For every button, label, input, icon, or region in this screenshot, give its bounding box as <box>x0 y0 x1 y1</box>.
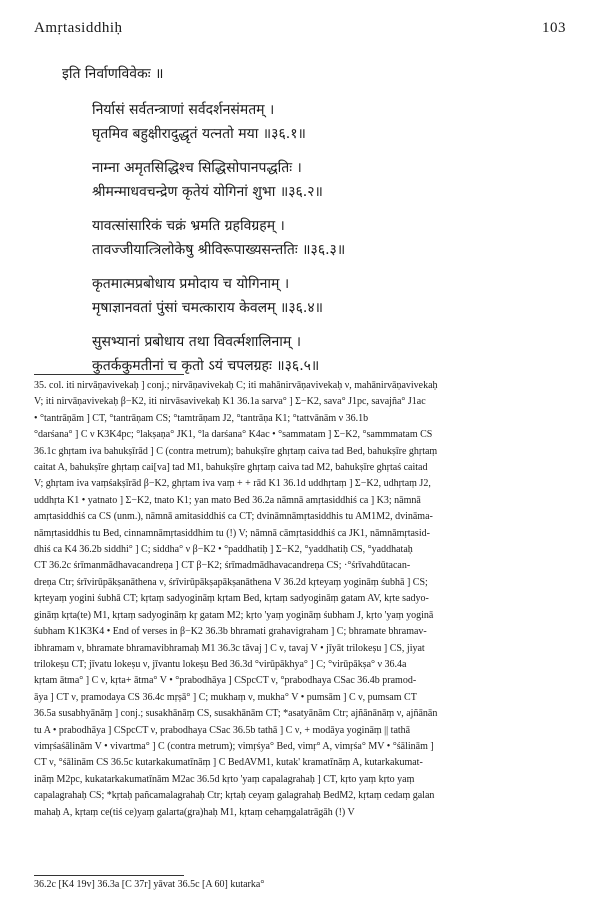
verse-line: यावत्सांसारिकं चक्रं भ्रमति ग्रहविग्रहम् । <box>92 218 285 234</box>
apparatus-line: dhiś ca K4 36.2b siddhi° ] C; siddha° ν β−K2 • °paddhatiḥ ] Σ−K2, °yaddhatiḥ CS, °yaddhataḥ <box>34 544 413 556</box>
apparatus-line: V; ghṛtam iva vaṃśakṣīrād β−K2, ghṛtam iva vaṃ + + rād K1 36.1d uddhṛtaṃ ] Σ−K2, udhṛtaṃ J2, <box>34 478 431 490</box>
apparatus-line: 36.5a susabhyānāṃ ] conj.; susakhānāṃ CS, susakhānām CT; *asatyānām Ctr; ajñānānāṃ ν, ajñānān <box>34 708 438 720</box>
apparatus-line: trilokeṣu CT; jīvatu lokeṣu ν, jīvantu lokeṣu Bed 36.3d °virūpākhya° ] C; °virūpākṣa° ν 36.4a <box>34 658 407 670</box>
page-number: 103 <box>542 20 566 36</box>
stanza-36-3 <box>92 214 562 262</box>
verse-line: तावज्जीयात्त्रिलोकेषु श्रीविरूपाख्यसन्ततिः ॥३६.३॥ <box>92 242 346 258</box>
apparatus-line: śubham K1K3K4 • End of verses in β−K2 36.3b bhramati grahavigraham ] C; bhramate bhramav- <box>34 626 427 638</box>
apparatus-line: mahaḥ A, kṛtaṃ ce(tiś ce)yaṃ galarta(gra)haḥ M1, kṛtaṃ cehaṃgalatrāgāh (!) V <box>34 806 355 818</box>
apparatus-line: 35. col. iti nirvāṇavivekaḥ ] conj.; nirvāṇavivekaḥ C; iti mahānirvāṇavivekaḥ ν, mahānirvāṇavivekaḥ <box>34 380 438 391</box>
critical-apparatus <box>34 378 574 821</box>
apparatus-line: caitat A, bahukṣīre ghṛtaṃ cai[va] tad M1, bahukṣīre ghṛtaṃ caiva tad M2, bahukṣīre ghṛtaś caitad <box>34 462 428 474</box>
stanza-36-2 <box>92 156 562 204</box>
stanza-36-5 <box>92 330 562 378</box>
verse-line: निर्यासं सर्वतन्त्राणां सर्वदर्शनसंमतम् । <box>92 102 275 118</box>
apparatus-line: • °tantrāṇām ] CT, °tantrāṇam CS; °tamtrāṇam J2, °tantrāṇa K1; °tattvānām ν 36.1b <box>34 412 369 424</box>
verse-line: घृतमिव बहुक्षीरादुद्धृतं यत्नतो मया ॥३६.१॥ <box>92 126 306 142</box>
stanza-36-1 <box>92 98 562 146</box>
apparatus-line: ināṃ M2pc, kukatarkakumatīnām M2ac 36.5d kṛto 'yaṃ capalagrahaḥ ] CT, kṛto yaṃ kṛto yaṃ <box>34 773 415 785</box>
apparatus-line: °darśana° ] C ν K3K4pc; °lakṣaṇa° JK1, °la darśana° K4ac • °sammatam ] Σ−K2, °sammmatam CS <box>34 429 433 441</box>
colophon: इति निर्वाणविवेकः ॥ <box>62 66 164 82</box>
verse-line: कृतमात्मप्रबोधाय प्रमोदाय च योगिनाम् । <box>92 276 290 292</box>
apparatus-line: CT ν, °śālinām CS 36.5c kutarkakumatīnāṃ ] C BedAVM1, kutak' kramatīnāṃ A, kutarkakumat- <box>34 757 423 769</box>
apparatus-line: tu A • prabodhāya ] CSpcCT ν, prabodhaya CSac 36.5b tathā ] C ν, + modāya yogināṃ || tathā <box>34 724 411 736</box>
apparatus-line: nāmṛtasiddhis tu Bed, cinnamnāmṛtasiddhim tu (!) V; nāmnā cāmṛtasiddhiś ca JK1, nāmnāmṛtasid- <box>34 527 430 539</box>
testimonia-line: 36.2c [K4 19v] 36.3a [C 37r] yāvat 36.5c [A 60] kutarka° <box>34 879 265 890</box>
verse-block <box>62 62 562 388</box>
apparatus-line: capalagrahaḥ CS; *kṛtaḥ pañcamalagrahaḥ Ctr; kṛtaḥ ceyaṃ galagrahaḥ BedM2, kṛtaṃ cedaṃ galan <box>34 790 435 802</box>
running-title: Amṛtasiddhiḥ <box>34 20 123 36</box>
verse-line: श्रीमन्माधवचन्द्रेण कृतेयं योगिनां शुभा ॥३६.२॥ <box>92 184 323 200</box>
apparatus-line: gināṃ kṛta(te) M1, kṛtaṃ sadyogināṃ kṛ gatam M2; kṛto 'yaṃ yogināṃ śubham J, kṛto 'yaṃ yoginā <box>34 609 434 621</box>
apparatus-line: V; iti nirvāṇavivekaḥ β−K2, iti nirvāsavivekaḥ K1 36.1a sarva° ] Σ−K2, sava° J1pc, savajña° J1ac <box>34 396 426 408</box>
apparatus-divider <box>34 374 184 375</box>
apparatus-line: vimṛśaśālinām V • vivartma° ] C (contra metrum); vimṛśya° Bed, vimṛ° A, vimṛśa° MV • °śālinām ] <box>34 740 434 752</box>
testimonia-divider <box>34 875 184 876</box>
apparatus-line: kṛteyaṃ yogini śubhā CT; kṛtaṃ sadyogināṃ kṛtam Bed, kṛtaṃ sadyogināṃ gatam AV, kṛte sadyo- <box>34 593 429 605</box>
apparatus-line: uddhṛta K1 • yatnato ] Σ−K2, tnato K1; yan mato Bed 36.2a nāmnā amṛtasiddhiś ca ] K3; nāmnā <box>34 494 421 506</box>
verse-line: सुसभ्यानां प्रबोधाय तथा विवर्त्मशालिनाम् । <box>92 334 302 350</box>
stanza-36-4 <box>92 272 562 320</box>
verse-line: नाम्ना अमृतसिद्धिश्च सिद्धिसोपानपद्धतिः । <box>92 160 302 176</box>
apparatus-line: 36.1c ghṛtam iva bahukṣīrād ] C (contra metrum); bahukṣīre ghṛtaṃ caiva tad Bed, bahukṣīre ghṛtaṃ <box>34 445 438 457</box>
verse-line: मृषाज्ञानवतां पुंसां चमत्काराय केवलम् ॥३६.४॥ <box>92 300 324 316</box>
verse-line: कुतर्ककुमतीनां च कृतो ऽयं चपलग्रहः ॥३६.५॥ <box>92 358 320 374</box>
apparatus-line: dreṇa Ctr; śrīvirūpākṣanāthena ν, śrīvirūpākṣapākṣanāthena V 36.2d kṛteyaṃ yogināṃ śubhā ] CS; <box>34 576 428 588</box>
apparatus-line: kṛtam ātma° ] C ν, kṛta+ ātma° V • °prabodhāya ] CSpcCT ν, °prabodhaya CSac 36.4b pramod- <box>34 675 417 687</box>
running-head <box>34 20 566 37</box>
apparatus-line: ibhramam ν, bhramate bhramavibhramaḥ M1 36.3c tāvaj ] C ν, tavaj V • jīyāt trilokeṣu ] CS, jiyat <box>34 642 425 654</box>
apparatus-line: āya ] CT ν, pramodaya CS 36.4c mṛṣā° ] C; mukhaṃ ν, mukha° V • pumsām ] C ν, pumsam CT <box>34 691 417 703</box>
apparatus-line: amṛtasiddhiś ca CS (unm.), nāmnā amitasiddhiś ca CT; dvināmnāmṛtasiddhis tu AM1M2, dvināma- <box>34 511 433 523</box>
apparatus-line: CT 36.2c śrīmanmādhavacandreṇa ] CT β−K2; śrīmadmādhavacandreṇa CS; ·°śrīvahdūtacan- <box>34 560 411 572</box>
